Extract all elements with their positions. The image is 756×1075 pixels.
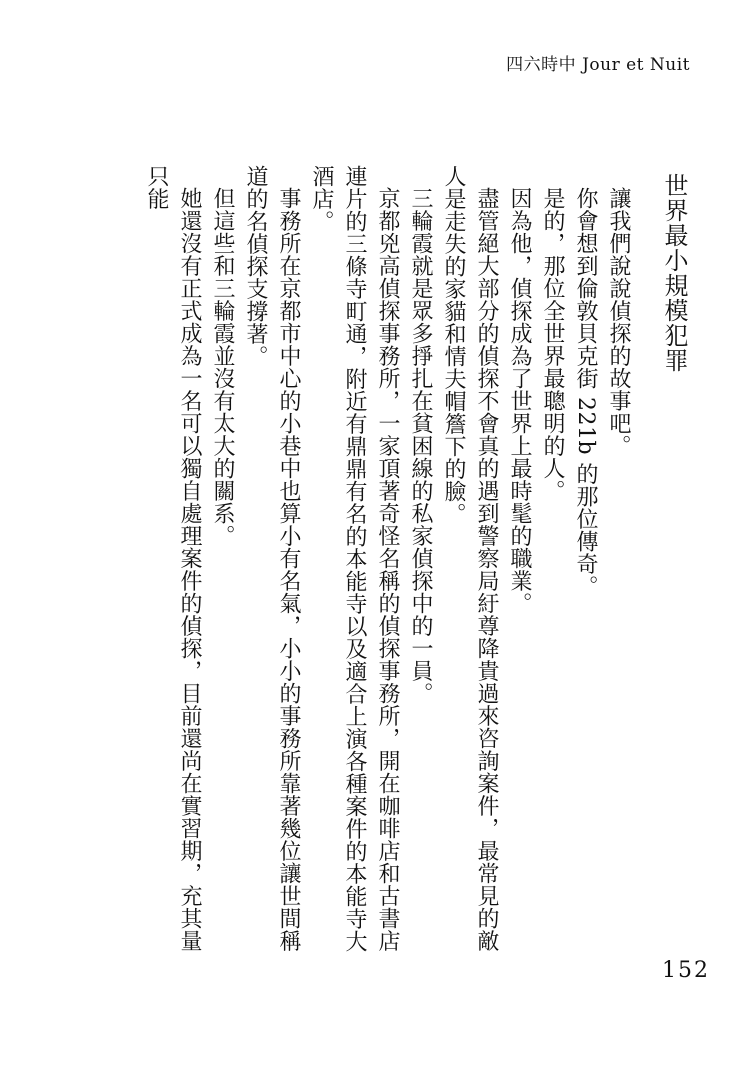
paragraph: 三輪霞就是眾多掙扎在貧困線的私家偵探中的一員。 (408, 187, 433, 705)
paragraph: 事務所在京都市中心的小巷中也算小有名氣，小小的事務所靠著幾位讓世間稱道的名偵探支撐著。 (243, 165, 301, 952)
page-number: 152 (662, 958, 710, 983)
paragraph: 是的，那位全世界最聰明的人。 (540, 187, 565, 502)
paragraph: 她還沒有正式成為一名可以獨自處理案件的偵探，目前還尚在實習期，充其量只能 (144, 165, 202, 952)
paragraph: 盡管絕大部分的偵探不會真的遇到警察局紆尊降貴過來咨詢案件，最常見的敵人是走失的家貓和情夫帽簷下的臉。 (441, 165, 499, 952)
paragraph: 你會想到倫敦貝克街 221b 的那位傳奇。 (573, 187, 598, 598)
chapter-title: 世界最小規模犯罪 (660, 173, 688, 373)
paragraph: 京都兇高偵探事務所，一家頂著奇怪名稱的偵探事務所，開在咖啡店和古書店連片的三條寺町通，附近有鼎鼎有名的本能寺以及適合上演各種案件的本能寺大酒店。 (309, 165, 400, 953)
paragraph: 因為他，偵探成為了世界上最時髦的職業。 (507, 187, 532, 615)
body-text (130, 165, 690, 965)
running-header: 四六時中 Jour et Nuit (506, 55, 690, 75)
paragraph: 讓我們說說偵探的故事吧。 (606, 187, 631, 457)
paragraph: 但這些和三輪霞並沒有太大的關系。 (210, 187, 235, 547)
